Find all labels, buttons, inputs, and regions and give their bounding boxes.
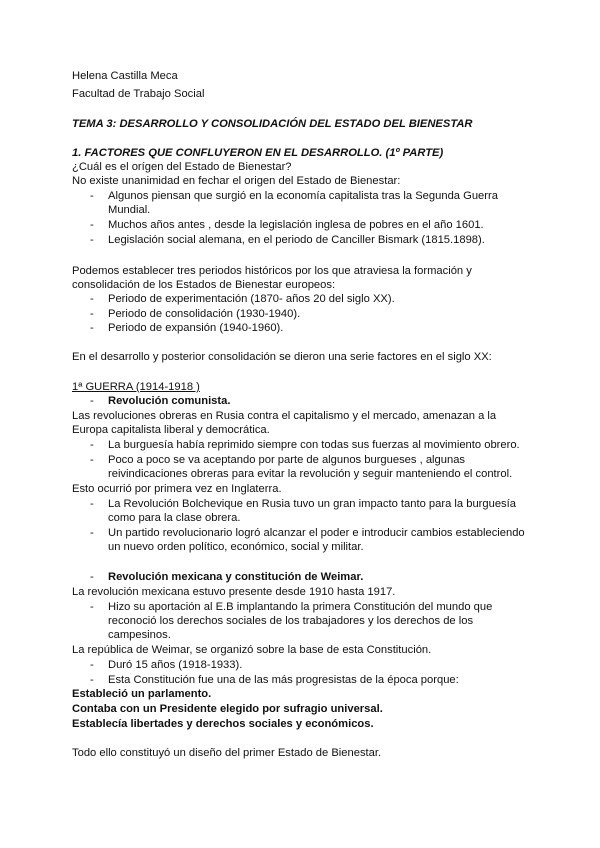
paragraph: En el desarrollo y posterior consolidación se dieron una serie factores en el siglo XX:	[72, 351, 492, 363]
bullet-text: Poco a poco se va aceptando por parte de algunos burgueses , algunas	[108, 454, 466, 466]
bullet-marker: -	[90, 190, 94, 202]
bullet-text: La burguesía había reprimido siempre con todas sus fuerzas al movimiento obrero.	[108, 439, 520, 451]
bullet-marker: -	[90, 659, 94, 671]
bullet-text: Mundial.	[108, 204, 151, 216]
paragraph: Europa capitalista liberal y democrática.	[72, 424, 270, 436]
bullet-text: Periodo de experimentación (1870- años 20 del siglo XX).	[108, 293, 395, 305]
bullet-marker: -	[90, 439, 94, 451]
bold-line: Contaba con un Presidente elegido por sufragio universal.	[72, 703, 383, 715]
bullet-text: reconoció los derechos sociales de los trabajadores y los derechos de los	[108, 615, 474, 627]
bullet-marker: -	[90, 308, 94, 320]
bullet-marker: -	[90, 674, 94, 686]
bullet-text: Periodo de expansión (1940-1960).	[108, 322, 284, 334]
paragraph: consolidación de los Estados de Bienestar europeos:	[72, 279, 336, 291]
paragraph: La revolución mexicana estuvo presente desde 1910 hasta 1917.	[72, 586, 396, 598]
bullet-marker: -	[90, 571, 94, 583]
bullet-text: Un partido revolucionario logró alcanzar el poder e introducir cambios estableciendo	[108, 527, 525, 539]
bullet-marker: -	[90, 527, 94, 539]
bold-line: Establecía libertades y derechos sociales y económicos.	[72, 718, 374, 730]
section-heading: 1. FACTORES QUE CONFLUYERON EN EL DESARROLLO. (1º PARTE)	[72, 147, 444, 159]
bullet-text: Hizo su aportación al E.B implantando la primera Constitución del mundo que	[108, 601, 493, 613]
question-line: ¿Cuál es el orígen del Estado de Bienestar?	[72, 161, 292, 173]
bullet-text: Esta Constitución fue una de las más progresistas de la época porque:	[108, 674, 459, 686]
bullet-text: La Revolución Bolchevique en Rusia tuvo un gran impacto tanto para la burguesía	[108, 498, 516, 510]
bullet-text: como para la clase obrera.	[108, 512, 241, 524]
paragraph: No existe unanimidad en fechar el origen del Estado de Bienestar:	[72, 175, 401, 187]
bullet-text: un nuevo orden político, económico, social y militar.	[108, 541, 364, 553]
author-name: Helena Castilla Meca	[72, 70, 178, 82]
bullet-marker: -	[90, 498, 94, 510]
paragraph: Las revoluciones obreras en Rusia contra el capitalismo y el mercado, amenazan a la	[72, 410, 497, 422]
document-title: TEMA 3: DESARROLLO Y CONSOLIDACIÓN DEL ESTADO DEL BIENESTAR	[72, 118, 473, 130]
subheading: Revolución mexicana y constitución de Weimar.	[108, 571, 364, 583]
paragraph: Esto ocurrió por primera vez en Inglaterra.	[72, 483, 282, 495]
bullet-marker: -	[90, 395, 94, 407]
war-heading: 1ª GUERRA (1914-1918 )	[72, 381, 200, 393]
paragraph: La república de Weimar, se organizó sobre la base de esta Constitución.	[72, 644, 432, 656]
bullet-marker: -	[90, 322, 94, 334]
paragraph: Podemos establecer tres periodos históricos por los que atraviesa la formación y	[72, 265, 472, 277]
bullet-text: Duró 15 años (1918-1933).	[108, 659, 243, 671]
bullet-text: Algunos piensan que surgió en la economía capitalista tras la Segunda Guerra	[108, 190, 498, 202]
bullet-text: reivindicaciones obreras para evitar la revolución y seguir manteniendo el control.	[108, 468, 513, 480]
bold-line: Estableció un parlamento.	[72, 688, 212, 700]
bullet-marker: -	[90, 293, 94, 305]
bullet-marker: -	[90, 219, 94, 231]
subheading: Revolución comunista.	[108, 395, 231, 407]
bullet-text: Periodo de consolidación (1930-1940).	[108, 308, 301, 320]
bullet-marker: -	[90, 234, 94, 246]
bullet-marker: -	[90, 601, 94, 613]
bullet-text: Legislación social alemana, en el periodo de Canciller Bismark (1815.1898).	[108, 234, 485, 246]
bullet-text: campesinos.	[108, 629, 171, 641]
faculty-name: Facultad de Trabajo Social	[72, 88, 205, 100]
bullet-text: Muchos años antes , desde la legislación inglesa de pobres en el año 1601.	[108, 219, 484, 231]
bullet-marker: -	[90, 454, 94, 466]
conclusion: Todo ello constituyó un diseño del primer Estado de Bienestar.	[72, 747, 382, 759]
